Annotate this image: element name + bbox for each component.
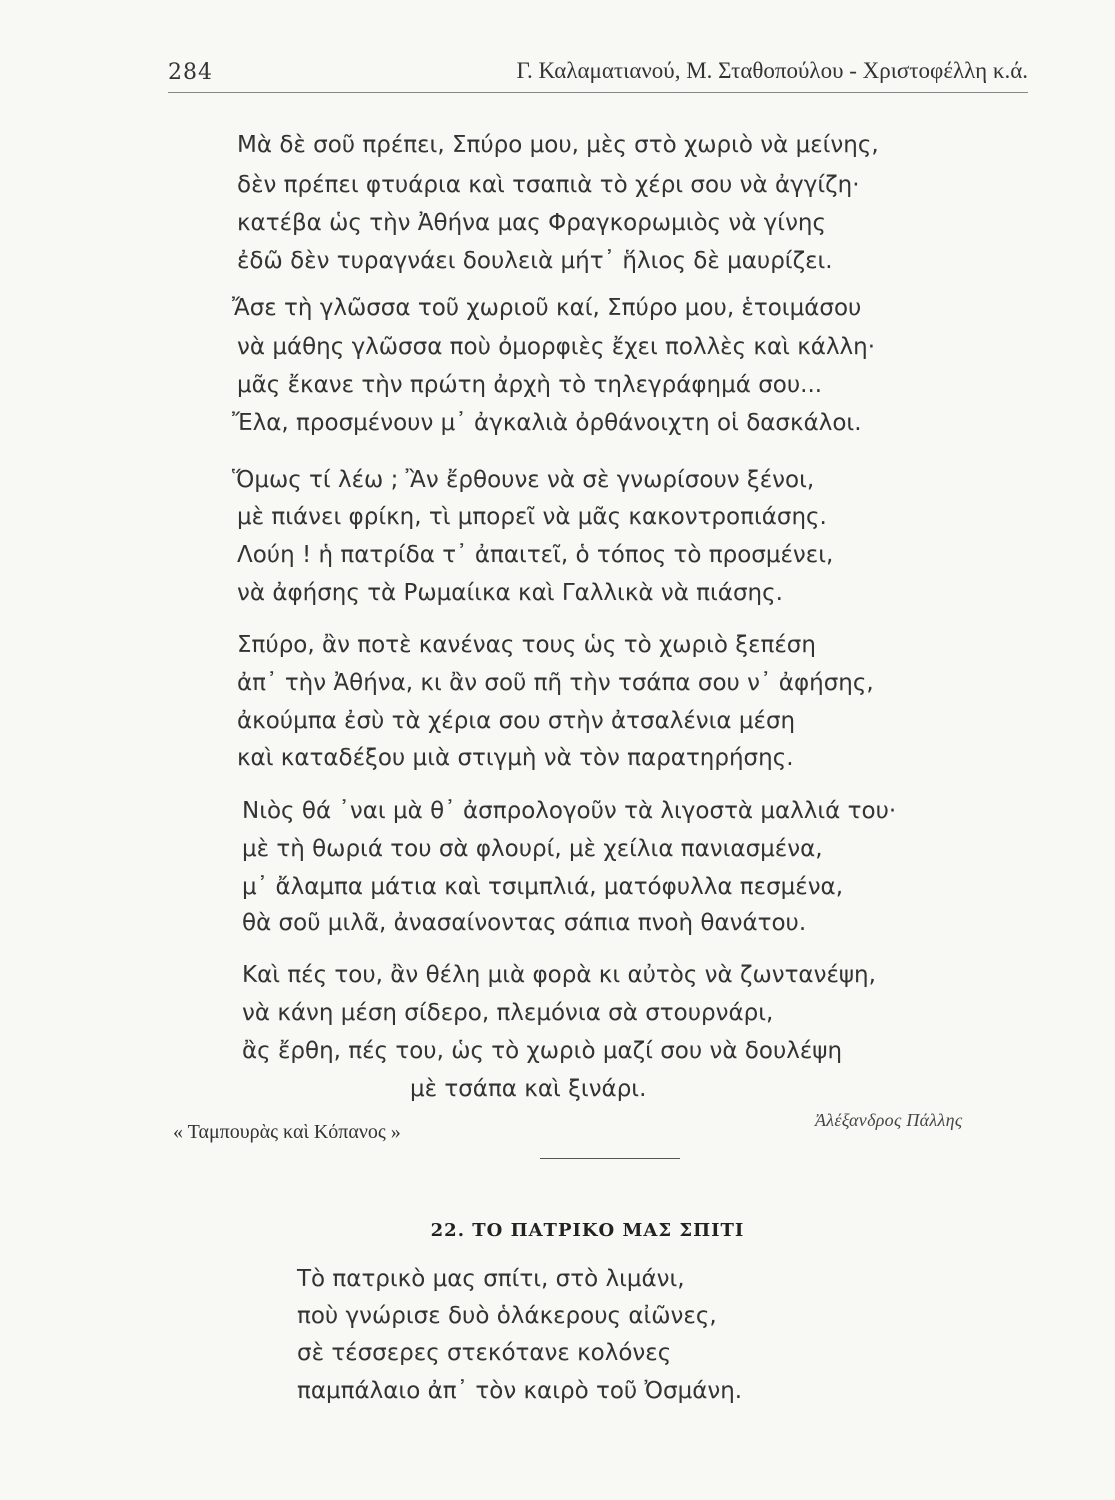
running-head: Γ. Καλαματιανού, Μ. Σταθοπούλου - Χριστοφέλλη κ.ά. [516, 58, 1028, 83]
header-rule [168, 92, 1028, 93]
poem-line: νὰ μάθης γλῶσσα ποὺ ὀμορφιὲς ἔχει πολλὲς καὶ κάλλη· [237, 334, 876, 360]
source-author: Ἀλέξανδρος Πάλλης [815, 1110, 963, 1130]
poem-line: μὲ τσάπα καὶ ξινάρι. [410, 1076, 647, 1102]
poem-line: μ᾽ ἄλαμπα μάτια καὶ τσιμπλιά, ματόφυλλα πεσμένα, [242, 874, 844, 900]
section-title-text: 22. ΤΟ ΠΑΤΡΙΚΟ ΜΑΣ ΣΠΙΤΙ [430, 1220, 745, 1241]
poem2-line: Τὸ πατρικὸ μας σπίτι, στὸ λιμάνι, [297, 1266, 685, 1292]
poem-line: μᾶς ἔκανε τὴν πρώτη ἀρχὴ τὸ τηλεγράφημά σου... [237, 372, 823, 398]
poem2-line: σὲ τέσσερες στεκότανε κολόνες [297, 1340, 672, 1366]
poem-line: Σπύρο, ἂν ποτὲ κανένας τους ὡς τὸ χωριὸ ξεπέση [237, 632, 816, 658]
source-work-title: « Ταμπουρὰς καὶ Κόπανος » [173, 1121, 401, 1143]
poem-line: ἀκούμπα ἐσὺ τὰ χέρια σου στὴν ἀτσαλένια μέση [237, 708, 796, 734]
poem-line: θὰ σοῦ μιλᾶ, ἀνασαίνοντας σάπια πνοὴ θανάτου. [242, 910, 807, 936]
page-number: 284 [168, 60, 213, 85]
poem-line: ἀπ᾽ τὴν Ἀθήνα, κι ἂν σοῦ πῆ τὴν τσάπα σου ν᾽ ἀφήσης, [237, 670, 874, 696]
section-divider [540, 1158, 680, 1159]
poem-line: Μὰ δὲ σοῦ πρέπει, Σπύρο μου, μὲς στὸ χωριὸ νὰ μείνης, [237, 132, 879, 158]
poem-line: Ἄσε τὴ γλῶσσα τοῦ χωριοῦ καί, Σπύρο μου, ἑτοιμάσου [232, 295, 862, 321]
page-header [168, 58, 1028, 90]
poem-line: Καὶ πές του, ἂν θέλη μιὰ φορὰ κι αὐτὸς νὰ ζωντανέψη, [242, 962, 876, 988]
poem-line: κατέβα ὡς τὴν Ἀθήνα μας Φραγκορωμιὸς νὰ γίνης [237, 210, 827, 236]
poem-line: ἂς ἔρθη, πές του, ὡς τὸ χωριὸ μαζί σου νὰ δουλέψη [242, 1038, 843, 1064]
poem-line: καὶ καταδέξου μιὰ στιγμὴ νὰ τὸν παρατηρήσης. [237, 745, 794, 771]
poem2-line: παμπάλαιο ἀπ᾽ τὸν καιρὸ τοῦ Ὀσμάνη. [297, 1378, 743, 1404]
poem-line: Νιὸς θά ᾽ναι μὰ θ᾽ ἀσπρολογοῦν τὰ λιγοστὰ μαλλιά του· [242, 798, 897, 824]
section-title [0, 1220, 1115, 1241]
poem-line: νὰ κάνη μέση σίδερο, πλεμόνια σὰ στουρνάρι, [242, 1000, 774, 1026]
poem-line: μὲ πιάνει φρίκη, τὶ μπορεῖ νὰ μᾶς κακοντροπιάσης. [237, 504, 827, 530]
poem-line: Ἔλα, προσμένουν μ᾽ ἀγκαλιὰ ὀρθάνοιχτη οἱ δασκάλοι. [232, 410, 862, 436]
poem-line: ἐδῶ δὲν τυραγνάει δουλειὰ μήτ᾽ ἥλιος δὲ μαυρίζει. [237, 248, 833, 274]
poem-line: Λούη ! ἡ πατρίδα τ᾽ ἀπαιτεῖ, ὁ τόπος τὸ προσμένει, [237, 542, 834, 568]
poem2-line: ποὺ γνώρισε δυὸ ὁλάκερους αἰῶνες, [297, 1303, 717, 1329]
poem-line: νὰ ἀφήσης τὰ Ρωμαίικα καὶ Γαλλικὰ νὰ πιάσης. [237, 580, 783, 606]
poem-line: δὲν πρέπει φτυάρια καὶ τσαπιὰ τὸ χέρι σου νὰ ἀγγίζη· [237, 172, 860, 198]
poem-line: Ὅμως τί λέω ; Ἂν ἔρθουνε νὰ σὲ γνωρίσουν ξένοι, [232, 467, 815, 493]
poem-line: μὲ τὴ θωριά του σὰ φλουρί, μὲ χείλια πανιασμένα, [242, 836, 823, 862]
